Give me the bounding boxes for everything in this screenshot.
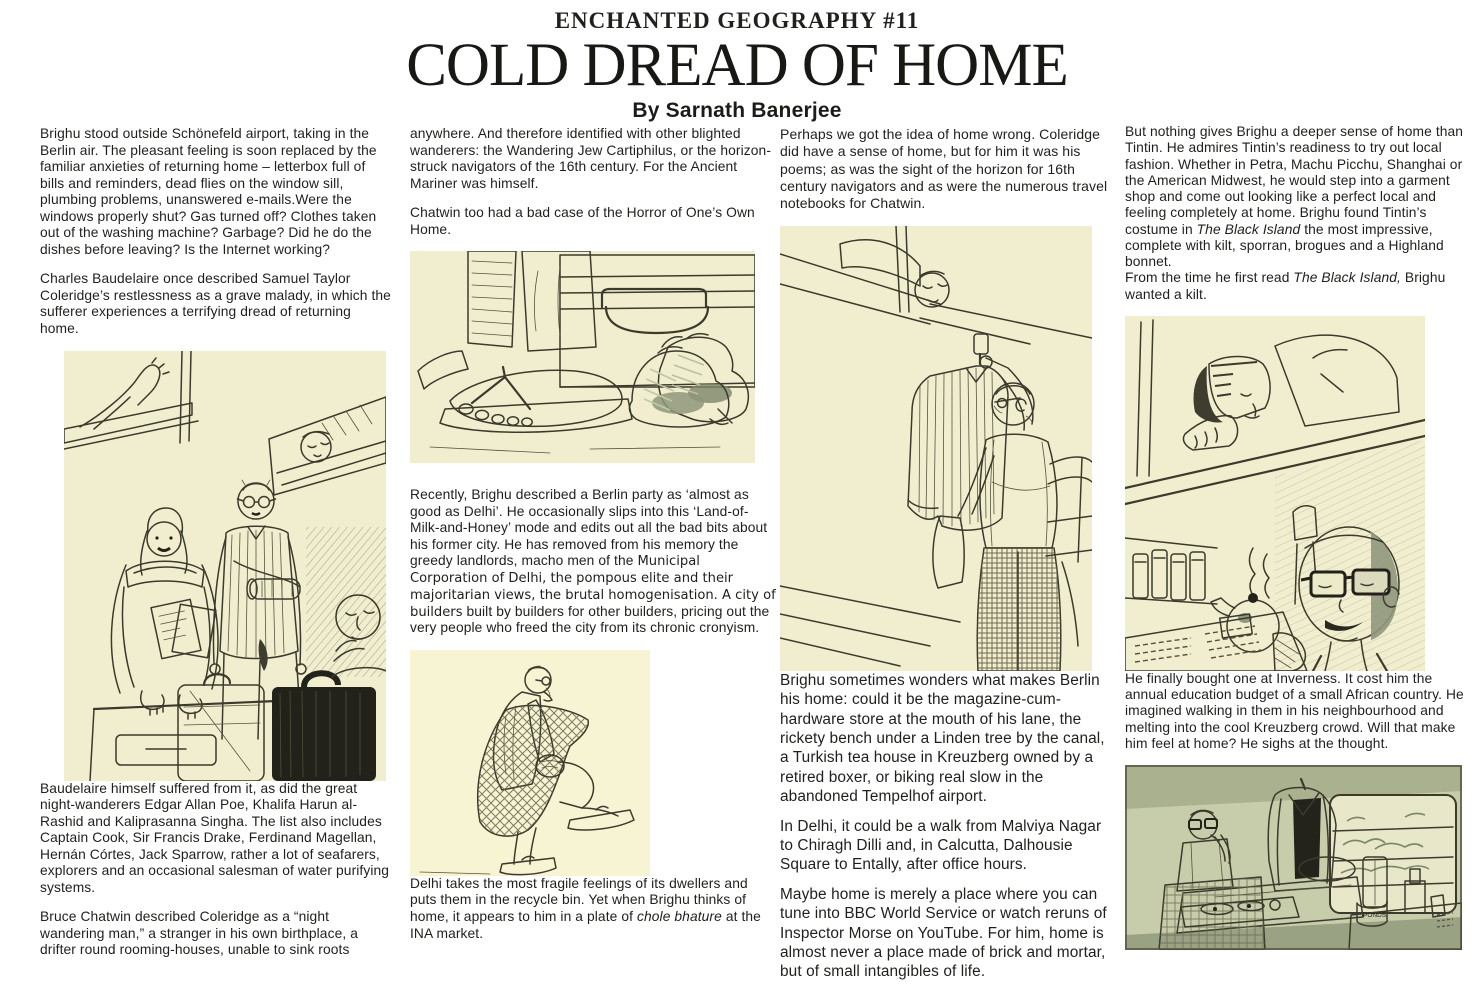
sandals-and-shoes-drawing — [410, 251, 755, 463]
paragraph: Recently, Brighu described a Berlin party as ‘almost as good as Delhi’. He occasionally slips into this ‘Land-of-Milk-and-Honey’ mode and edits out all the bad bits about his former city. He has removed from his memory the greedy landlords, macho men of the Municipal Corporation of Delhi, the pompous elite and their majoritarian views, the brutal homogenisation. A city of builders built by builders for other builders, pricing out the very people who freed the city from its chronic cronyism. — [410, 487, 776, 636]
plaid-lungi-man-drawing — [410, 650, 650, 876]
paragraph: He finally bought one at Inverness. It cost him the annual education budget of a small African country. He imagined walking in them in his neighbourhood and melting into the cool Kreuzberg crowd. Will that make him feel at home? He sighs at the thought. — [1125, 670, 1464, 751]
paragraph: Brighu stood outside Schönefeld airport, taking in the Berlin air. The pleasant feeling is soon replaced by the familiar anxieties of returning home – letterbox full of bills and reminders, dead flies on the window sill, plumbing problems, unanswered e-mails.Were the windows properly shut? Gas turned off? Clothes taken out of the washing machine? Garbage? Did he do the dishes before leaving? Is the Internet working? — [40, 126, 377, 257]
illustration-hanging-shirt — [780, 226, 1116, 671]
ponds-jar-label: PONDS — [1363, 912, 1387, 920]
page-header — [0, 8, 1474, 123]
train-compartment-drawing — [64, 351, 386, 781]
illustration-plaid-lungi-man — [410, 650, 778, 876]
illustration-room-interior — [1125, 765, 1471, 950]
paragraph: Brighu sometimes wonders what makes Berlin his home: could it be the magazine-cum-hardware store at the mouth of his lane, the rickety bench under a Linden tree by the canal, a Turkish tea house in Kreuzberg owned by a retired boxer, or biking real slow in the abandoned Tempelhof airport. — [780, 671, 1105, 806]
column-4 — [1125, 124, 1471, 950]
paragraph: Perhaps we got the idea of home wrong. Coleridge did have a sense of home, but for him it was his poems; as was the sight of the horizon for 16th century navigators and as were the numerous travel notebooks for Chatwin. — [780, 126, 1108, 212]
series-kicker: ENCHANTED GEOGRAPHY #11 — [554, 8, 920, 33]
paragraph: Delhi takes the most fragile feelings of its dwellers and puts them in the recycle bin. Yet when Brighu thinks of home, it appears to him in a plate of chole bhature at the INA market. — [410, 875, 761, 941]
paragraph: Baudelaire himself suffered from it, as did the great night-wanderers Edgar Allan Poe, Khalifa Harun al-Rashid and Kaliprasanna Singha. The list also includes Captain Cook, Sir Francis Drake, Ferdinand Magellan, Hernán Córtes, Jack Sparrow, rather a lot of seafarers, explorers and an occasional salesman of water purifying systems. — [40, 780, 390, 895]
illustration-train-compartment — [64, 351, 392, 781]
column-3 — [780, 126, 1116, 988]
room-interior-drawing — [1125, 765, 1462, 950]
paragraph: In Delhi, it could be a walk from Malviya Nagar to Chiragh Dilli and, in Calcutta, Dalhousie Square to Entally, after office hours. — [780, 817, 1102, 874]
paragraph: But nothing gives Brighu a deeper sense of home than Tintin. He admires Tintin’s readiness to try out local fashion. Whether in Petra, Machu Picchu, Shanghai or the American Midwest, he would step into a garment shop and come out looking like a perfect local and feeling completely at home. Brighu found Tintin’s costume in The Black Island the most impressive, complete with kilt, sporran, brogues and a Highland bonnet. From the time he first read The Black Island, Brighu wanted a kilt. — [1125, 124, 1464, 302]
paragraph: Maybe home is merely a place where you can tune into BBC World Service or watch reruns of Inspector Morse on YouTube. For him, home is almost never a place made of brick and mortar, but of small intangibles of life. — [780, 885, 1107, 981]
illustration-newspaper-reader — [1125, 316, 1471, 671]
hanging-shirt-drawing — [780, 226, 1092, 671]
column-1 — [40, 126, 392, 972]
column-2 — [410, 126, 778, 955]
paragraph: Chatwin too had a bad case of the Horror of One’s Own Home. — [410, 205, 755, 237]
illustration-sandals-and-shoes — [410, 251, 778, 463]
paragraph: Charles Baudelaire once described Samuel Taylor Coleridge’s restlessness as a grave malady, in which the sufferer experiences a terrifying dread of returning home. — [40, 271, 391, 337]
page-title: COLD DREAD OF HOME — [406, 32, 1068, 99]
paragraph: Bruce Chatwin described Coleridge as a “night wandering man,” a stranger in his own birthplace, a drifter round rooming-houses, unable to sink roots — [40, 909, 358, 958]
byline: By Sarnath Banerjee — [632, 99, 842, 122]
newspaper-reader-drawing — [1125, 316, 1425, 671]
paragraph: anywhere. And therefore identified with other blighted wanderers: the Wandering Jew Cartiphilus, or the horizon-struck navigators of the 16th century. For the Ancient Mariner was himself. — [410, 126, 772, 191]
